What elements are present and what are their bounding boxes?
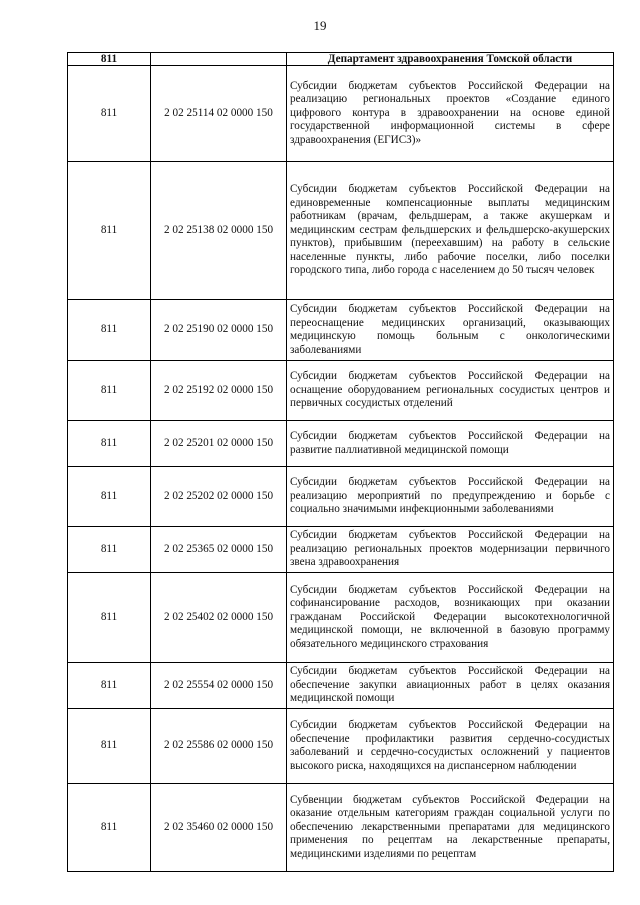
admin-code-cell: 811 <box>68 784 151 872</box>
income-description-cell: Субсидии бюджетам субъектов Российской Федерации на обеспечение профилактики развития сердечно-сосудистых заболеваний и сердечно-сосудистых осложнений у пациентов высокого риска, находящихся на диспансерном наблюдении <box>287 709 614 784</box>
income-description-cell: Субсидии бюджетам субъектов Российской Федерации на переоснащение медицинских организаций, оказывающих медицинскую помощь больным с онкологическими заболеваниями <box>287 300 614 361</box>
table-header-row <box>68 53 614 66</box>
admin-code-cell: 811 <box>68 709 151 784</box>
table-row <box>68 527 614 573</box>
admin-code-cell: 811 <box>68 421 151 467</box>
income-description-cell: Субвенции бюджетам субъектов Российской Федерации на оказание отдельным категориям граждан социальной услуги по обеспечению лекарственными препаратами для медицинского применения по рецептам на лекарственные препараты, медицинскими изделиями по рецептам <box>287 784 614 872</box>
budget-code-cell: 2 02 25192 02 0000 150 <box>151 361 287 421</box>
income-description-cell: Субсидии бюджетам субъектов Российской Федерации на обеспечение закупки авиационных работ в целях оказания медицинской помощи <box>287 663 614 709</box>
table-row <box>68 162 614 300</box>
table-row <box>68 361 614 421</box>
table-row <box>68 300 614 361</box>
budget-revenue-table <box>67 52 614 872</box>
admin-code-cell: 811 <box>68 467 151 527</box>
budget-code-cell: 2 02 25190 02 0000 150 <box>151 300 287 361</box>
income-description-cell: Субсидии бюджетам субъектов Российской Федерации на единовременные компенсационные выплаты медицинским работникам (врачам, фельдшерам, а также акушеркам и медицинским сестрам фельдшерских и фельдшерско-акушерских пунктов), прибывшим (переехавшим) на работу в сельские населенные пункты, либо рабочие поселки, либо поселки городского типа, либо города с населением до 50 тысяч человек <box>287 162 614 300</box>
income-description-cell: Субсидии бюджетам субъектов Российской Федерации на оснащение оборудованием региональных сосудистых центров и первичных сосудистых отделений <box>287 361 614 421</box>
admin-code-cell: 811 <box>68 361 151 421</box>
table-row <box>68 573 614 663</box>
admin-code-cell: 811 <box>68 663 151 709</box>
header-empty-cell <box>151 53 287 66</box>
table-row <box>68 421 614 467</box>
table-row <box>68 663 614 709</box>
table-row <box>68 784 614 872</box>
budget-code-cell: 2 02 25202 02 0000 150 <box>151 467 287 527</box>
income-description-cell: Субсидии бюджетам субъектов Российской Федерации на софинансирование расходов, возникающих при оказании гражданам Российской Федерации высокотехнологичной медицинской помощи, не включенной в базовую программу обязательного медицинского страхования <box>287 573 614 663</box>
budget-code-cell: 2 02 25586 02 0000 150 <box>151 709 287 784</box>
budget-code-cell: 2 02 25402 02 0000 150 <box>151 573 287 663</box>
page-number: 19 <box>313 18 327 33</box>
budget-code-cell: 2 02 25365 02 0000 150 <box>151 527 287 573</box>
admin-code-cell: 811 <box>68 300 151 361</box>
income-description-cell: Субсидии бюджетам субъектов Российской Федерации на развитие паллиативной медицинской помощи <box>287 421 614 467</box>
admin-code-cell: 811 <box>68 573 151 663</box>
income-description-cell: Субсидии бюджетам субъектов Российской Федерации на реализацию региональных проектов модернизации первичного звена здравоохранения <box>287 527 614 573</box>
table-row <box>68 66 614 162</box>
budget-code-cell: 2 02 35460 02 0000 150 <box>151 784 287 872</box>
income-description-cell: Субсидии бюджетам субъектов Российской Федерации на реализацию мероприятий по предупреждению и борьбе с социально значимыми инфекционными заболеваниями <box>287 467 614 527</box>
header-admin-code: 811 <box>68 53 151 66</box>
admin-code-cell: 811 <box>68 162 151 300</box>
budget-code-cell: 2 02 25201 02 0000 150 <box>151 421 287 467</box>
admin-code-cell: 811 <box>68 66 151 162</box>
admin-code-cell: 811 <box>68 527 151 573</box>
budget-code-cell: 2 02 25554 02 0000 150 <box>151 663 287 709</box>
budget-code-cell: 2 02 25114 02 0000 150 <box>151 66 287 162</box>
table-row <box>68 467 614 527</box>
budget-code-cell: 2 02 25138 02 0000 150 <box>151 162 287 300</box>
header-department-name: Департамент здравоохранения Томской области <box>287 53 614 66</box>
table-row <box>68 709 614 784</box>
income-description-cell: Субсидии бюджетам субъектов Российской Федерации на реализацию региональных проектов «Создание единого цифрового контура в здравоохранении на основе единой государственной информационной системы в сфере здравоохранения (ЕГИСЗ)» <box>287 66 614 162</box>
